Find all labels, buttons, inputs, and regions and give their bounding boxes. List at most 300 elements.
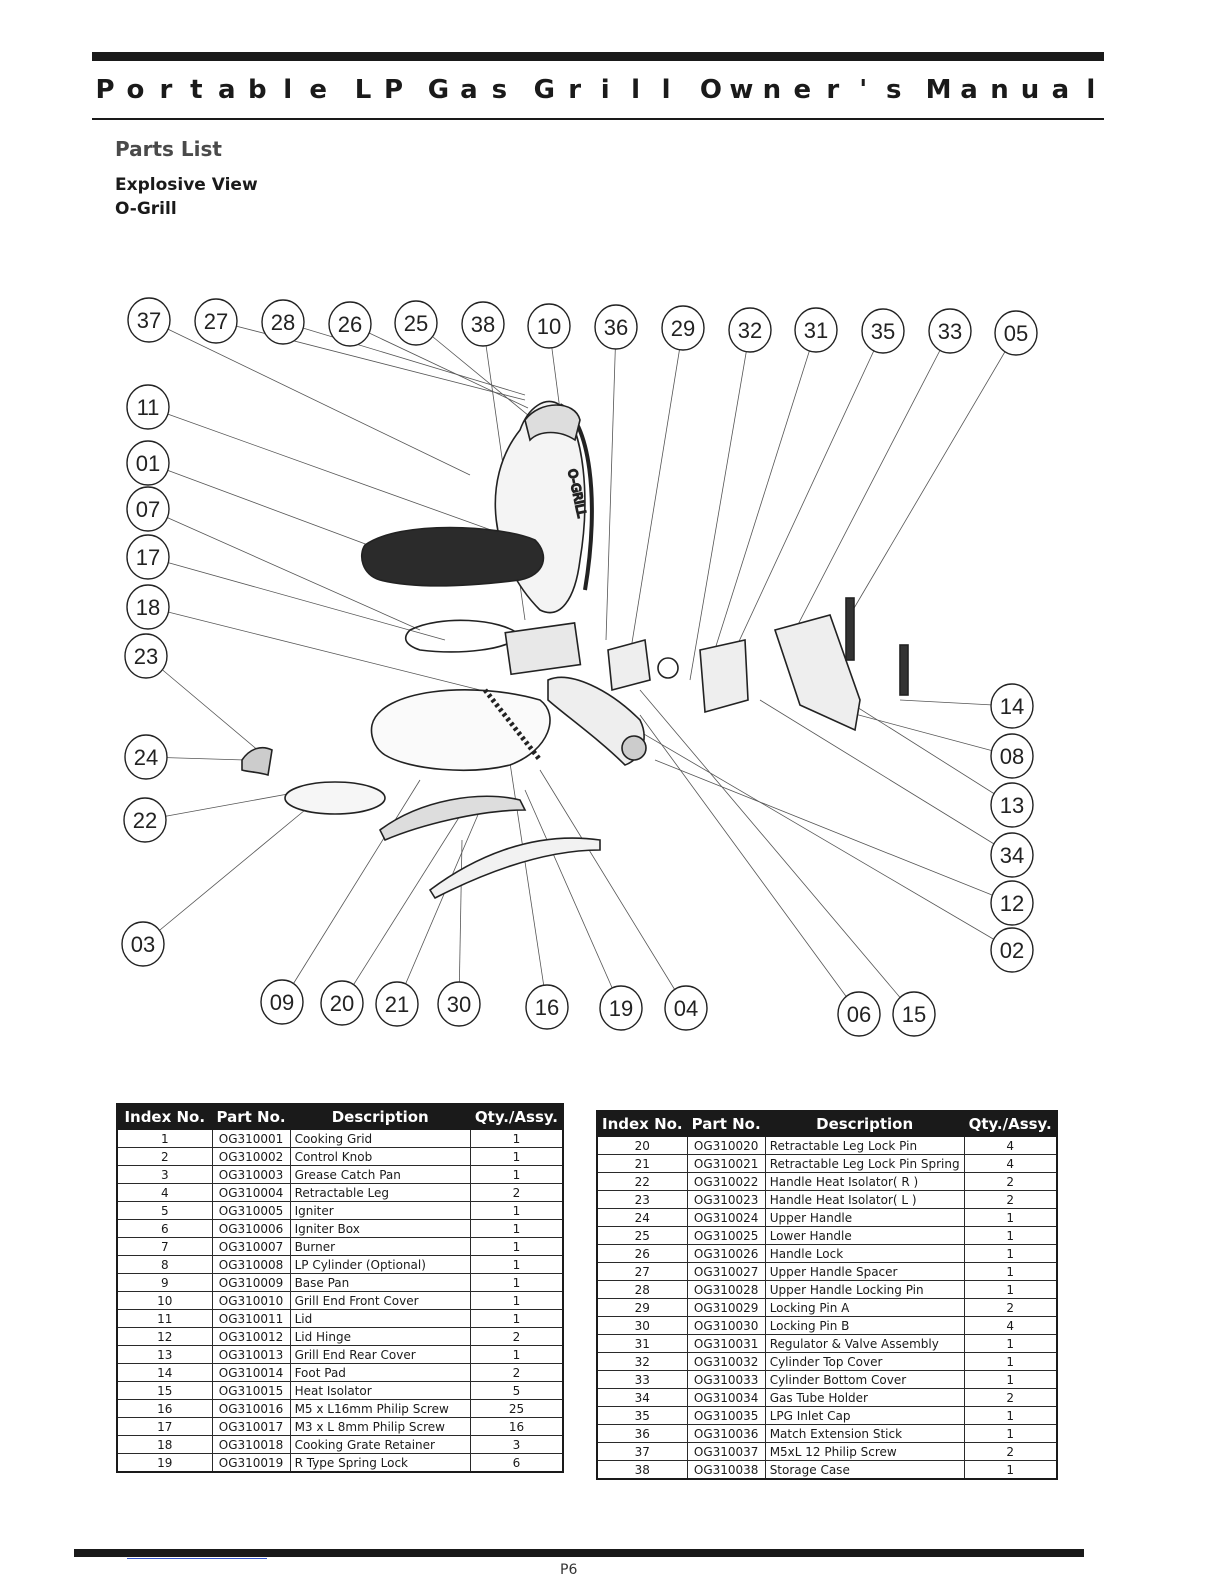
index-cell: 19 (117, 1454, 212, 1473)
index-cell: 18 (117, 1436, 212, 1454)
index-cell: 10 (117, 1292, 212, 1310)
callout-label: 26 (337, 312, 363, 337)
title-letter: a (218, 75, 236, 105)
table-row (597, 1263, 1057, 1281)
callout-label: 14 (999, 694, 1025, 719)
leader-line-34 (760, 700, 1012, 855)
table-row (597, 1443, 1057, 1461)
leader-line-29 (630, 328, 683, 655)
callout-32 (729, 308, 771, 352)
description-cell: Cylinder Bottom Cover (765, 1371, 964, 1389)
callout-label: 31 (803, 318, 829, 343)
part-no-cell: OG310035 (687, 1407, 765, 1425)
index-cell: 15 (117, 1382, 212, 1400)
table-row (597, 1461, 1057, 1480)
table-row (117, 1382, 563, 1400)
index-cell: 35 (597, 1407, 687, 1425)
callout-15 (893, 992, 935, 1036)
base-pan-shape (372, 690, 550, 770)
table-row (117, 1184, 563, 1202)
description-cell: Handle Heat Isolator( L ) (765, 1191, 964, 1209)
description-cell: Locking Pin B (765, 1317, 964, 1335)
qty-cell: 16 (470, 1418, 563, 1436)
parts-table-right (596, 1110, 1058, 1480)
callout-label: 02 (999, 938, 1025, 963)
leader-line-18 (148, 607, 480, 690)
leader-line-32 (690, 330, 750, 680)
callout-24 (125, 735, 167, 779)
callout-06 (838, 992, 880, 1036)
index-cell: 26 (597, 1245, 687, 1263)
part-no-cell: OG310014 (212, 1364, 290, 1382)
title-letter: L (354, 75, 372, 105)
qty-cell: 1 (470, 1256, 563, 1274)
index-cell: 24 (597, 1209, 687, 1227)
title-letter: r (568, 75, 582, 105)
callout-label: 32 (737, 318, 763, 343)
callout-label: 30 (446, 992, 472, 1017)
qty-cell: 1 (470, 1310, 563, 1328)
header-index: Index No. (597, 1111, 687, 1137)
leader-line-08 (840, 710, 1012, 756)
table-row (597, 1425, 1057, 1443)
part-no-cell: OG310022 (687, 1173, 765, 1191)
callout-label: 22 (132, 808, 158, 833)
callout-37 (128, 298, 170, 342)
callout-label: 20 (329, 991, 355, 1016)
description-cell: Gas Tube Holder (765, 1389, 964, 1407)
callout-31 (795, 308, 837, 352)
qty-cell: 1 (470, 1220, 563, 1238)
callout-label: 16 (534, 995, 560, 1020)
table-row (597, 1191, 1057, 1209)
model-subtitle: O-Grill (115, 199, 177, 219)
callout-35 (862, 309, 904, 353)
qty-cell: 1 (964, 1425, 1057, 1443)
title-letter: r (159, 75, 173, 105)
table-row (597, 1371, 1057, 1389)
callout-label: 05 (1003, 321, 1029, 346)
title-letter: b (247, 75, 267, 105)
description-cell: Cooking Grate Retainer (290, 1436, 470, 1454)
table-row (597, 1353, 1057, 1371)
description-cell: Retractable Leg Lock Pin Spring (765, 1155, 964, 1173)
callout-label: 29 (670, 316, 696, 341)
part-no-cell: OG310031 (687, 1335, 765, 1353)
table-row (117, 1256, 563, 1274)
part-no-cell: OG310027 (687, 1263, 765, 1281)
callout-25 (395, 301, 437, 345)
index-cell: 27 (597, 1263, 687, 1281)
index-cell: 30 (597, 1317, 687, 1335)
callout-label: 04 (673, 996, 699, 1021)
description-cell: Match Extension Stick (765, 1425, 964, 1443)
index-cell: 31 (597, 1335, 687, 1353)
callout-28 (262, 300, 304, 344)
index-cell: 25 (597, 1227, 687, 1245)
table-row (117, 1328, 563, 1346)
footer-link-line (127, 1558, 267, 1559)
leader-line-01 (148, 463, 395, 555)
callout-01 (127, 441, 169, 485)
callout-16 (526, 985, 568, 1029)
description-cell: Upper Handle (765, 1209, 964, 1227)
description-cell: M5 x L16mm Philip Screw (290, 1400, 470, 1418)
description-cell: Grill End Rear Cover (290, 1346, 470, 1364)
callout-label: 25 (403, 311, 429, 336)
leader-line-05 (850, 333, 1016, 615)
index-cell: 36 (597, 1425, 687, 1443)
leader-line-12 (655, 760, 1012, 903)
callout-36 (595, 305, 637, 349)
callout-10 (528, 304, 570, 348)
part-no-cell: OG310009 (212, 1274, 290, 1292)
qty-cell: 4 (964, 1137, 1057, 1155)
qty-cell: 1 (964, 1245, 1057, 1263)
callout-label: 19 (608, 996, 634, 1021)
table-row (597, 1407, 1057, 1425)
callout-21 (376, 982, 418, 1026)
part-no-cell: OG310004 (212, 1184, 290, 1202)
table-row (597, 1173, 1057, 1191)
index-cell: 23 (597, 1191, 687, 1209)
callout-18 (127, 585, 169, 629)
qty-cell: 1 (470, 1148, 563, 1166)
qty-cell: 1 (470, 1130, 563, 1148)
part-no-cell: OG310002 (212, 1148, 290, 1166)
header-part-no: Part No. (687, 1111, 765, 1137)
index-cell: 34 (597, 1389, 687, 1407)
part-no-cell: OG310019 (212, 1454, 290, 1473)
cylinder-cover-shape (700, 640, 748, 712)
callout-label: 18 (135, 595, 161, 620)
qty-cell: 1 (470, 1274, 563, 1292)
part-no-cell: OG310034 (687, 1389, 765, 1407)
part-no-cell: OG310005 (212, 1202, 290, 1220)
leader-line-30 (459, 840, 462, 1004)
callout-22 (124, 798, 166, 842)
regulator-plate-shape (608, 640, 650, 690)
qty-cell: 1 (470, 1202, 563, 1220)
leader-line-04 (540, 770, 686, 1008)
title-letter: l (631, 75, 641, 105)
description-cell: Cylinder Top Cover (765, 1353, 964, 1371)
index-cell: 21 (597, 1155, 687, 1173)
description-cell: Locking Pin A (765, 1299, 964, 1317)
index-cell: 20 (597, 1137, 687, 1155)
qty-cell: 1 (964, 1209, 1057, 1227)
table-row (117, 1202, 563, 1220)
leader-line-02 (620, 720, 1012, 950)
title-letter: a (960, 75, 978, 105)
description-cell: LPG Inlet Cap (765, 1407, 964, 1425)
view-subtitle: Explosive View (115, 175, 258, 195)
handle-isolator-shape (242, 748, 272, 775)
title-letter: M (925, 75, 952, 105)
callout-07 (127, 487, 169, 531)
title-letter: e (309, 75, 327, 105)
part-no-cell: OG310007 (212, 1238, 290, 1256)
qty-cell: 1 (470, 1292, 563, 1310)
title-letter: e (793, 75, 812, 105)
index-cell: 13 (117, 1346, 212, 1364)
part-no-cell: OG310033 (687, 1371, 765, 1389)
table-row (597, 1209, 1057, 1227)
leader-line-36 (606, 327, 616, 640)
burner-shape (406, 620, 520, 652)
description-cell: Lid (290, 1310, 470, 1328)
index-cell: 6 (117, 1220, 212, 1238)
index-cell: 7 (117, 1238, 212, 1256)
table-row (117, 1274, 563, 1292)
qty-cell: 1 (964, 1227, 1057, 1245)
part-no-cell: OG310020 (687, 1137, 765, 1155)
description-cell: Igniter Box (290, 1220, 470, 1238)
description-cell: Foot Pad (290, 1364, 470, 1382)
qty-cell: 1 (470, 1238, 563, 1256)
callout-03 (122, 922, 164, 966)
index-cell: 28 (597, 1281, 687, 1299)
title-letter: u (1020, 75, 1040, 105)
header-description: Description (290, 1104, 470, 1130)
page-number: P6 (560, 1562, 578, 1578)
callout-label: 33 (937, 319, 963, 344)
callout-33 (929, 309, 971, 353)
callout-02 (991, 928, 1033, 972)
header-qty: Qty./Assy. (470, 1104, 563, 1130)
cooking-grid-shape (362, 528, 544, 586)
callout-23 (125, 634, 167, 678)
qty-cell: 3 (470, 1436, 563, 1454)
table-row (597, 1299, 1057, 1317)
description-cell: Upper Handle Spacer (765, 1263, 964, 1281)
part-no-cell: OG310017 (212, 1418, 290, 1436)
index-cell: 12 (117, 1328, 212, 1346)
part-no-cell: OG310011 (212, 1310, 290, 1328)
qty-cell: 1 (470, 1166, 563, 1184)
table-row (117, 1292, 563, 1310)
callout-30 (438, 982, 480, 1026)
table-row (117, 1454, 563, 1473)
qty-cell: 25 (470, 1400, 563, 1418)
callout-label: 36 (603, 315, 629, 340)
table-row (117, 1436, 563, 1454)
title-letter: s (885, 75, 902, 105)
qty-cell: 5 (470, 1382, 563, 1400)
part-no-cell: OG310008 (212, 1256, 290, 1274)
qty-cell: 1 (964, 1407, 1057, 1425)
title-letter: l (283, 75, 293, 105)
title-letter: ' (859, 75, 868, 105)
title-letter: G (427, 75, 450, 105)
leader-line-21 (397, 810, 480, 1004)
leader-line-35 (735, 331, 883, 650)
title-letter: l (1086, 75, 1096, 105)
title-letter: n (762, 75, 782, 105)
index-cell: 17 (117, 1418, 212, 1436)
part-no-cell: OG310013 (212, 1346, 290, 1364)
callout-label: 38 (470, 312, 496, 337)
part-no-cell: OG310001 (212, 1130, 290, 1148)
callout-29 (662, 306, 704, 350)
description-cell: Lower Handle (765, 1227, 964, 1245)
qty-cell: 1 (964, 1263, 1057, 1281)
index-cell: 29 (597, 1299, 687, 1317)
callout-label: 01 (135, 451, 161, 476)
leader-line-03 (143, 810, 305, 944)
callout-34 (991, 833, 1033, 877)
qty-cell: 1 (964, 1371, 1057, 1389)
description-cell: Handle Heat Isolator( R ) (765, 1173, 964, 1191)
part-no-cell: OG310016 (212, 1400, 290, 1418)
description-cell: Regulator & Valve Assembly (765, 1335, 964, 1353)
callout-label: 35 (870, 319, 896, 344)
qty-cell: 2 (470, 1328, 563, 1346)
part-no-cell: OG310036 (687, 1425, 765, 1443)
index-cell: 4 (117, 1184, 212, 1202)
leader-line-19 (525, 790, 621, 1008)
foot-pad-shape-2 (900, 645, 908, 695)
part-no-cell: OG310038 (687, 1461, 765, 1480)
qty-cell: 6 (470, 1454, 563, 1473)
description-cell: R Type Spring Lock (290, 1454, 470, 1473)
section-title: Parts List (115, 137, 222, 161)
header-index: Index No. (117, 1104, 212, 1130)
callout-12 (991, 881, 1033, 925)
callout-14 (991, 684, 1033, 728)
igniter-box-shape (505, 623, 580, 674)
callout-label: 11 (136, 395, 160, 420)
part-no-cell: OG310012 (212, 1328, 290, 1346)
part-no-cell: OG310028 (687, 1281, 765, 1299)
leader-line-15 (640, 690, 914, 1014)
description-cell: Grease Catch Pan (290, 1166, 470, 1184)
index-cell: 1 (117, 1130, 212, 1148)
title-letter: i (600, 75, 610, 105)
description-cell: Burner (290, 1238, 470, 1256)
part-no-cell: OG310025 (687, 1227, 765, 1245)
callout-label: 24 (133, 745, 159, 770)
table-row (597, 1389, 1057, 1407)
part-no-cell: OG310010 (212, 1292, 290, 1310)
grill-lid-text: O-GRILL (565, 467, 589, 519)
callout-13 (991, 783, 1033, 827)
part-no-cell: OG310024 (687, 1209, 765, 1227)
description-cell: Handle Lock (765, 1245, 964, 1263)
callout-label: 21 (384, 992, 410, 1017)
callout-05 (995, 311, 1037, 355)
description-cell: Base Pan (290, 1274, 470, 1292)
table-row (117, 1148, 563, 1166)
title-letter: a (1051, 75, 1070, 105)
retractable-leg-shape-1 (380, 796, 525, 840)
part-no-cell: OG310029 (687, 1299, 765, 1317)
title-letter: r (826, 75, 840, 105)
table-row (117, 1130, 563, 1148)
index-cell: 16 (117, 1400, 212, 1418)
qty-cell: 1 (964, 1281, 1057, 1299)
table-row (597, 1155, 1057, 1173)
callout-label: 15 (901, 1002, 927, 1027)
title-letter: P (384, 75, 404, 105)
description-cell: Grill End Front Cover (290, 1292, 470, 1310)
callout-label: 12 (999, 891, 1025, 916)
title-letter: O (699, 75, 723, 105)
table-row (117, 1166, 563, 1184)
description-cell: Storage Case (765, 1461, 964, 1480)
title-letter: n (990, 75, 1009, 105)
callout-27 (195, 299, 237, 343)
index-cell: 2 (117, 1148, 212, 1166)
footer-rule (74, 1549, 1084, 1557)
title-letter: a (460, 75, 478, 105)
title-letter: l (661, 75, 671, 105)
description-cell: Retractable Leg Lock Pin (765, 1137, 964, 1155)
leader-line-11 (148, 407, 505, 535)
table-row (117, 1364, 563, 1382)
callout-label: 03 (130, 932, 156, 957)
qty-cell: 4 (964, 1155, 1057, 1173)
callout-11 (127, 385, 169, 429)
index-cell: 11 (117, 1310, 212, 1328)
table-row (597, 1227, 1057, 1245)
leader-line-26 (350, 324, 528, 408)
qty-cell: 4 (964, 1317, 1057, 1335)
callout-26 (329, 302, 371, 346)
qty-cell: 1 (470, 1346, 563, 1364)
description-cell: Igniter (290, 1202, 470, 1220)
qty-cell: 2 (964, 1191, 1057, 1209)
table-row (117, 1220, 563, 1238)
leader-line-06 (640, 715, 859, 1014)
callout-label: 28 (270, 310, 296, 335)
parts-table-left (116, 1103, 564, 1473)
grill-illustration (242, 402, 908, 898)
callout-label: 37 (136, 308, 162, 333)
callout-label: 17 (135, 545, 161, 570)
callout-label: 07 (135, 497, 161, 522)
callout-20 (321, 981, 363, 1025)
description-cell: Cooking Grid (290, 1130, 470, 1148)
callout-38 (462, 302, 504, 346)
callout-label: 27 (203, 309, 229, 334)
index-cell: 5 (117, 1202, 212, 1220)
description-cell: M5xL 12 Philip Screw (765, 1443, 964, 1461)
qty-cell: 1 (964, 1335, 1057, 1353)
qty-cell: 2 (470, 1364, 563, 1382)
part-no-cell: OG310003 (212, 1166, 290, 1184)
part-no-cell: OG310018 (212, 1436, 290, 1454)
qty-cell: 2 (964, 1173, 1057, 1191)
callout-08 (991, 734, 1033, 778)
index-cell: 38 (597, 1461, 687, 1480)
callout-label: 34 (999, 843, 1025, 868)
title-letter: G (533, 75, 555, 105)
qty-cell: 2 (470, 1184, 563, 1202)
title-letter: w (729, 75, 754, 105)
index-cell: 9 (117, 1274, 212, 1292)
index-cell: 33 (597, 1371, 687, 1389)
description-cell: Upper Handle Locking Pin (765, 1281, 964, 1299)
qty-cell: 1 (964, 1353, 1057, 1371)
table-row (117, 1400, 563, 1418)
regulator-valve-shape (658, 658, 678, 678)
callout-label: 06 (846, 1002, 872, 1027)
part-no-cell: OG310015 (212, 1382, 290, 1400)
part-no-cell: OG310030 (687, 1317, 765, 1335)
callout-17 (127, 535, 169, 579)
foot-pad-shape-1 (846, 598, 854, 660)
